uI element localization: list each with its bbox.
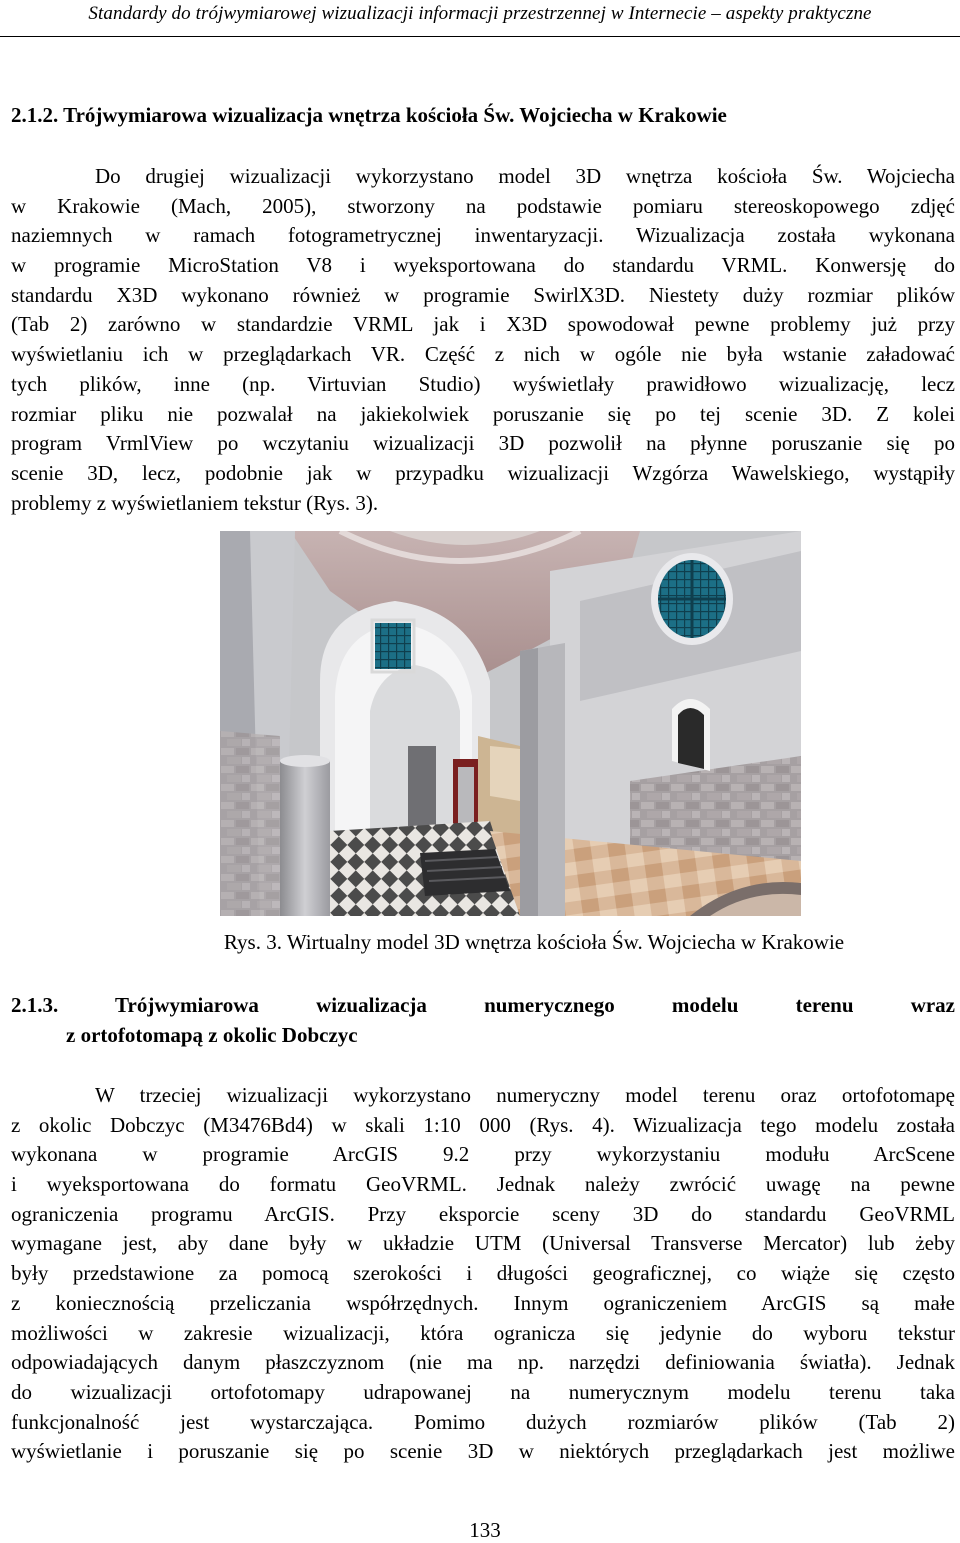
text-line: standardu X3D wykonano również w programie SwirlX3D. Niestety duży rozmiar plików [11, 282, 955, 307]
text-line: rozmiar pliku nie pozwalał na jakiekolwiek poruszanie się po tej scenie 3D. Z kolei [11, 401, 955, 426]
section-2-paragraph [11, 1081, 955, 1467]
section-1-paragraph [11, 162, 955, 518]
text-line: z koniecznością przeliczania współrzędnych. Innym ograniczeniem ArcGIS są małe [11, 1290, 955, 1315]
text-line: program VrmlView po wczytaniu wizualizacji 3D pozwolił na płynne poruszanie się po [11, 431, 955, 456]
page-number: 133 [469, 1518, 501, 1542]
text-line: Do drugiej wizualizacji wykorzystano model 3D wnętrza kościoła Św. Wojciecha [95, 164, 955, 188]
section-heading-2-1-3-line-2: z ortofotomapą z okolic Dobczyc [66, 1023, 358, 1047]
running-header: Standardy do trójwymiarowej wizualizacji informacji przestrzennej w Internecie – aspekty praktyczne [88, 3, 872, 24]
text-line: problemy z wyświetlaniem tekstur (Rys. 3). [11, 490, 379, 515]
figure-caption: Rys. 3. Wirtualny model 3D wnętrza kościoła Św. Wojciecha w Krakowie [223, 930, 845, 954]
text-line: możliwości w zakresie wizualizacji, która ogranicza się jedynie do wyboru tekstur [11, 1320, 955, 1345]
text-line: z okolic Dobczyc (M3476Bd4) w skali 1:10 000 (Rys. 4). Wizualizacja tego modelu została [11, 1112, 955, 1137]
text-line: wykonana w programie ArcGIS 9.2 przy wykorzystaniu modułu ArcScene [11, 1142, 955, 1167]
text-line: w programie MicroStation V8 i wyeksportowana do standardu VRML. Konwersję do [11, 253, 955, 278]
text-line: wyświetlanie i poruszanie się po scenie 3D w niektórych przeglądarkach jest możliwe [11, 1439, 955, 1464]
text-line: naziemnych w ramach fotogrametrycznej inwentaryzacji. Wizualizacja została wykonana [11, 223, 955, 248]
text-line: funkcjonalność jest wystarczająca. Pomimo dużych rozmiarów plików (Tab 2) [11, 1409, 955, 1434]
text-line: W trzeciej wizualizacji wykorzystano numeryczny model terenu oraz ortofotomapę [95, 1083, 955, 1107]
header-rule [0, 36, 960, 37]
text-line: wyświetlaniu ich w przeglądarkach VR. Część z nich w ogóle nie była wstanie załadować [11, 342, 955, 367]
text-line: do wizualizacji ortofotomapy udrapowanej na numerycznym modelu terenu taka [11, 1379, 955, 1404]
text-line: wymagane jest, aby dane były w układzie UTM (Universal Transverse Mercator) lub żeby [11, 1231, 955, 1256]
section-heading-2-1-3-line-1: 2.1.3. Trójwymiarowa wizualizacja numerycznego modelu terenu wraz [11, 993, 955, 1017]
text-line: (Tab 2) zarówno w standardzie VRML jak i X3D spowodował pewne problemy już przy [11, 312, 955, 337]
section-heading-2-1-2: 2.1.2. Trójwymiarowa wizualizacja wnętrza kościoła Św. Wojciecha w Krakowie [11, 103, 727, 127]
text-line: scenie 3D, lecz, podobnie jak w przypadku wizualizacji Wzgórza Wawelskiego, wystąpiły [11, 460, 955, 485]
text-line: w Krakowie (Mach, 2005), stworzony na podstawie pomiaru stereoskopowego zdjęć [11, 193, 955, 218]
text-line: i wyeksportowana do formatu GeoVRML. Jednak należy zwrócić uwagę na pewne [11, 1172, 955, 1197]
text-line: były przedstawione za pomocą szerokości i długości geograficznej, co wiąże się często [11, 1261, 955, 1286]
church-interior-3d-render [220, 531, 801, 916]
text-line: odpowiadających danym płaszczyznom (nie ma np. narzędzi definiowania światła). Jednak [11, 1350, 955, 1375]
text-line: ograniczenia programu ArcGIS. Przy eksporcie sceny 3D do standardu GeoVRML [11, 1201, 955, 1226]
text-line: tych plików, inne (np. Virtuvian Studio) wyświetlały prawidłowo wizualizację, lecz [11, 371, 955, 396]
